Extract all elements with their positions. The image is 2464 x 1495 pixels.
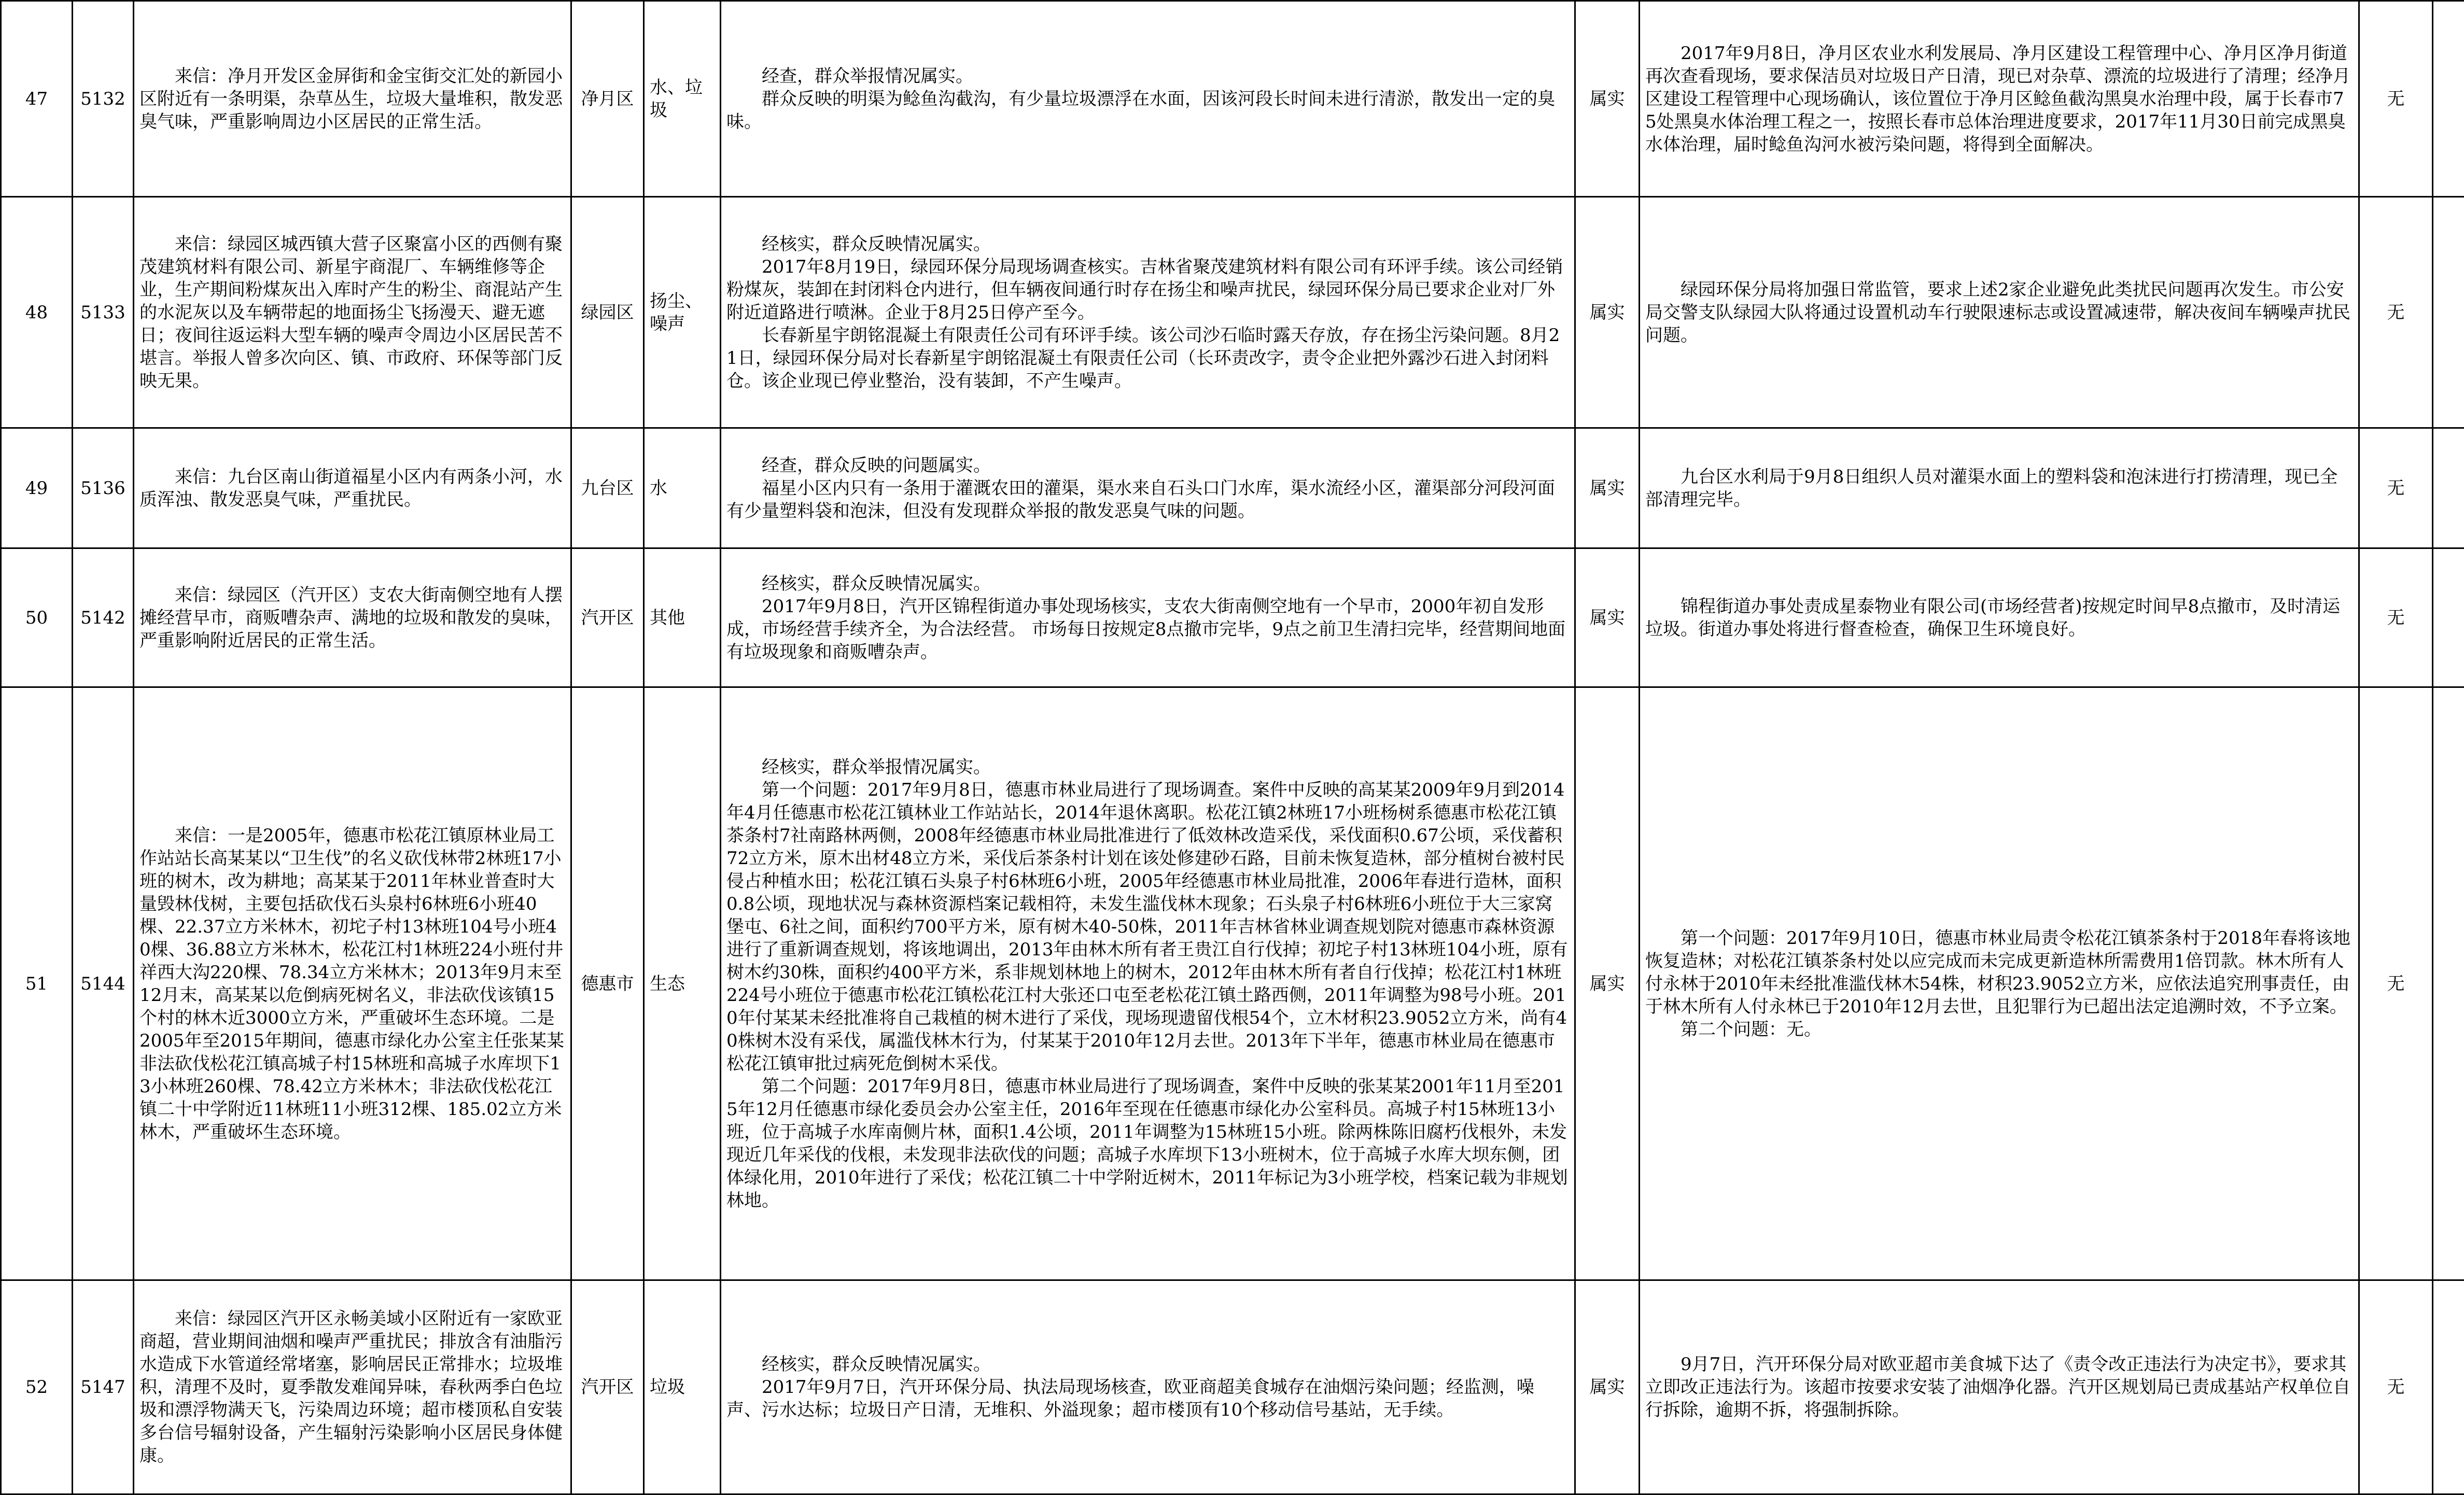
blank-cell xyxy=(2433,1280,2464,1494)
accountability: 无 xyxy=(2359,428,2433,548)
complaint-text: 来信：绿园区汽开区永畅美域小区附近有一家欧亚商超，营业期间油烟和噪声严重扰民；排放含有油脂污水造成下水管道经常堵塞，影响居民正常排水；垃圾堆积，清理不及时，夏季散发难闻异味，春秋两季白色垃圾和漂浮物满天飞，污染周边环境；超市楼顶私自安装多台信号辐射设备，产生辐射污染影响小区居民身体健康。 xyxy=(134,1280,571,1494)
case-id: 5133 xyxy=(73,197,134,428)
case-id: 5144 xyxy=(73,687,134,1280)
case-id: 5142 xyxy=(73,548,134,687)
row-number: 47 xyxy=(1,1,73,197)
row-number: 52 xyxy=(1,1280,73,1494)
pollution-type: 生态 xyxy=(644,687,721,1280)
investigation-result: 经查，群众举报情况属实。 群众反映的明渠为鲶鱼沟截沟，有少量垃圾漂浮在水面，因该河段长时间未进行清淤，散发出一定的臭味。 xyxy=(721,1,1575,197)
investigation-result: 经核实，群众反映情况属实。 2017年8月19日，绿园环保分局现场调查核实。吉林省聚茂建筑材料有限公司有环评手续。该公司经销粉煤灰，装卸在封闭料仓内进行，但车辆夜间通行时存在扬尘和噪声扰民，绿园环保分局已要求企业对厂外附近道路进行喷淋。企业于8月25日停产至今。 长春新星宇朗铭混凝土有限责任公司有环评手续。该公司沙石临时露天存放，存在扬尘污染问题。8月21日，绿园环保分局对长春新星宇朗铭混凝土有限责任公司（长环责改字，责令企业把外露沙石进入封闭料仓。该企业现已停业整治，没有装卸，不产生噪声。 xyxy=(721,197,1575,428)
verdict: 属实 xyxy=(1575,428,1640,548)
investigation-result: 经核实，群众反映情况属实。 2017年9月7日，汽开环保分局、执法局现场核查，欧亚商超美食城存在油烟污染问题；经监测，噪声、污水达标；垃圾日产日清，无堆积、外溢现象；超市楼顶有10个移动信号基站，无手续。 xyxy=(721,1280,1575,1494)
handling-result: 绿园环保分局将加强日常监管，要求上述2家企业避免此类扰民问题再次发生。市公安局交警支队绿园大队将通过设置机动车行驶限速标志或设置减速带，解决夜间车辆噪声扰民问题。 xyxy=(1640,197,2359,428)
verdict: 属实 xyxy=(1575,1,1640,197)
handling-result: 2017年9月8日，净月区农业水利发展局、净月区建设工程管理中心、净月区净月街道再次查看现场，要求保洁员对垃圾日产日清，现已对杂草、漂流的垃圾进行了清理；经净月区建设工程管理中心现场确认，该位置位于净月区鲶鱼截沟黑臭水治理中段，属于长春市75处黑臭水体治理工程之一，按照长春市总体治理进度要求，2017年11月30日前完成黑臭水体治理，届时鲶鱼沟河水被污染问题，将得到全面解决。 xyxy=(1640,1,2359,197)
complaint-text: 来信：净月开发区金屏街和金宝街交汇处的新园小区附近有一条明渠，杂草丛生，垃圾大量堆积，散发恶臭气味，严重影响周边小区居民的正常生活。 xyxy=(134,1,571,197)
case-id: 5147 xyxy=(73,1280,134,1494)
blank-cell xyxy=(2433,1,2464,197)
pollution-type: 其他 xyxy=(644,548,721,687)
blank-cell xyxy=(2433,428,2464,548)
table-row xyxy=(1,1280,2464,1494)
table-row xyxy=(1,687,2464,1280)
table-row xyxy=(1,197,2464,428)
accountability: 无 xyxy=(2359,197,2433,428)
blank-cell xyxy=(2433,548,2464,687)
verdict: 属实 xyxy=(1575,687,1640,1280)
district: 绿园区 xyxy=(571,197,644,428)
investigation-result: 经查，群众反映的问题属实。 福星小区内只有一条用于灌溉农田的灌渠，渠水来自石头口门水库，渠水流经小区，灌渠部分河段河面有少量塑料袋和泡沫，但没有发现群众举报的散发恶臭气味的问题。 xyxy=(721,428,1575,548)
table-row xyxy=(1,1,2464,197)
table-body xyxy=(1,1,2464,1494)
handling-result: 第一个问题：2017年9月10日，德惠市林业局责令松花江镇茶条村于2018年春将该地恢复造林；对松花江镇茶条村处以应完成而未完成更新造林所需费用1倍罚款。林木所有人付永林于2010年未经批准滥伐林木54株，材积23.9052立方米，应依法追究刑事责任，由于林木所有人付永林已于2010年12月去世，且犯罪行为已超出法定追溯时效，不予立案。 第二个问题：无。 xyxy=(1640,687,2359,1280)
handling-result: 九台区水利局于9月8日组织人员对灌渠水面上的塑料袋和泡沫进行打捞清理，现已全部清理完毕。 xyxy=(1640,428,2359,548)
pollution-type: 扬尘、噪声 xyxy=(644,197,721,428)
case-id: 5136 xyxy=(73,428,134,548)
complaint-text: 来信：九台区南山街道福星小区内有两条小河，水质浑浊、散发恶臭气味，严重扰民。 xyxy=(134,428,571,548)
case-id: 5132 xyxy=(73,1,134,197)
district: 汽开区 xyxy=(571,548,644,687)
investigation-result: 经核实，群众举报情况属实。 第一个问题：2017年9月8日，德惠市林业局进行了现场调查。案件中反映的高某某2009年9月到2014年4月任德惠市松花江镇林业工作站站长，2014年退休离职。松花江镇2林班17小班杨树系德惠市松花江镇茶条村7社南路林两侧，2008年经德惠市林业局批准进行了低效林改造采伐，采伐面积0.67公顷，采伐蓄积72立方米，原木出材48立方米，采伐后茶条村计划在该处修建砂石路，目前未恢复造林，部分植树台被村民侵占种植水田；松花江镇石头泉子村6林班6小班，2005年经德惠市林业局批准，2006年春进行造林，面积0.8公顷，现地状况与森林资源档案记载相符，未发生滥伐林木现象；石头泉子村6林班6小班位于大三家窝堡屯、6社之间，面积约700平方米，原有树木40-50株，2011年吉林省林业调查规划院对德惠市森林资源进行了重新调查规划，将该地调出，2013年由林木所有者王贵江自行伐掉；初坨子村13林班104小班，原有树木约30株，面积约400平方米，系非规划林地上的树木，2012年由林木所有者自行伐掉；松花江村1林班224号小班位于德惠市松花江镇松花江村大张还口屯至老松花江镇土路西侧，2011年调整为98号小班。2010年付某某未经批准将自己栽植的树木进行了采伐，现场现遗留伐根54个，立木材积23.9052立方米，尚有40株树木没有采伐，属滥伐林木行为，付某某于2010年12月去世。2013年下半年，德惠市林业局在德惠市松花江镇审批过病死危倒树木采伐。 第二个问题：2017年9月8日，德惠市林业局进行了现场调查，案件中反映的张某某2001年11月至2015年12月任德惠市绿化委员会办公室主任，2016年至现在任德惠市绿化办公室科员。高城子村15林班13小班，位于高城子水库南侧片林，面积1.4公顷，2011年调整为15林班15小班。除两株陈旧腐朽伐根外，未发现近几年采伐的伐根，未发现非法砍伐的问题；高城子水库坝下13小班树木，位于高城子水库大坝东侧，团体绿化用，2010年进行了采伐；松花江镇二十中学附近树木，2011年标记为3小班学校，档案记载为非规划林地。 xyxy=(721,687,1575,1280)
row-number: 50 xyxy=(1,548,73,687)
handling-result: 9月7日，汽开环保分局对欧亚超市美食城下达了《责令改正违法行为决定书》，要求其立即改正违法行为。该超市按要求安装了油烟净化器。汽开区规划局已责成基站产权单位自行拆除，逾期不拆，将强制拆除。 xyxy=(1640,1280,2359,1494)
verdict: 属实 xyxy=(1575,197,1640,428)
complaint-text: 来信：绿园区城西镇大营子区聚富小区的西侧有聚茂建筑材料有限公司、新星宇商混厂、车辆维修等企业，生产期间粉煤灰出入库时产生的粉尘、商混站产生的水泥灰以及车辆带起的地面扬尘飞扬漫天、避无遮日；夜间往返运料大型车辆的噪声令周边小区居民苦不堪言。举报人曾多次向区、镇、市政府、环保等部门反映无果。 xyxy=(134,197,571,428)
accountability: 无 xyxy=(2359,548,2433,687)
blank-cell xyxy=(2433,197,2464,428)
accountability: 无 xyxy=(2359,687,2433,1280)
district: 九台区 xyxy=(571,428,644,548)
row-number: 48 xyxy=(1,197,73,428)
district: 德惠市 xyxy=(571,687,644,1280)
accountability: 无 xyxy=(2359,1280,2433,1494)
row-number: 51 xyxy=(1,687,73,1280)
pollution-type: 垃圾 xyxy=(644,1280,721,1494)
district: 净月区 xyxy=(571,1,644,197)
blank-cell xyxy=(2433,687,2464,1280)
complaint-text: 来信：一是2005年，德惠市松花江镇原林业局工作站站长高某某以“卫生伐”的名义砍伐林带2林班17小班的树木，改为耕地；高某某于2011年林业普查时大量毁林伐树，主要包括砍伐石头泉村6林班6小班40棵、22.37立方米林木，初坨子村13林班104号小班40棵、36.88立方米林木，松花江村1林班224小班付井祥西大沟220棵、78.34立方米林木；2013年9月末至12月末，高某某以危倒病死树名义，非法砍伐该镇15个村的林木近3000立方米，严重破坏生态环境。二是2005年至2015年期间，德惠市绿化办公室主任张某某非法砍伐松花江镇高城子村15林班和高城子水库坝下13小林班260棵、78.42立方米林木；非法砍伐松花江镇二十中学附近11林班11小班312棵、185.02立方米林木，严重破坏生态环境。 xyxy=(134,687,571,1280)
accountability: 无 xyxy=(2359,1,2433,197)
row-number: 49 xyxy=(1,428,73,548)
handling-result: 锦程街道办事处责成星泰物业有限公司(市场经营者)按规定时间早8点撤市，及时清运垃圾。街道办事处将进行督查检查，确保卫生环境良好。 xyxy=(1640,548,2359,687)
table-row xyxy=(1,428,2464,548)
complaint-text: 来信：绿园区（汽开区）支农大街南侧空地有人摆摊经营早市，商贩嘈杂声、满地的垃圾和散发的臭味，严重影响附近居民的正常生活。 xyxy=(134,548,571,687)
verdict: 属实 xyxy=(1575,548,1640,687)
verdict: 属实 xyxy=(1575,1280,1640,1494)
pollution-type: 水、垃圾 xyxy=(644,1,721,197)
district: 汽开区 xyxy=(571,1280,644,1494)
table-row xyxy=(1,548,2464,687)
investigation-result: 经核实，群众反映情况属实。 2017年9月8日，汽开区锦程街道办事处现场核实，支农大街南侧空地有一个早市，2000年初自发形成，市场经营手续齐全，为合法经营。 市场每日按规定8点撤市完毕，9点之前卫生清扫完毕，经营期间地面有垃圾现象和商贩嘈杂声。 xyxy=(721,548,1575,687)
pollution-type: 水 xyxy=(644,428,721,548)
